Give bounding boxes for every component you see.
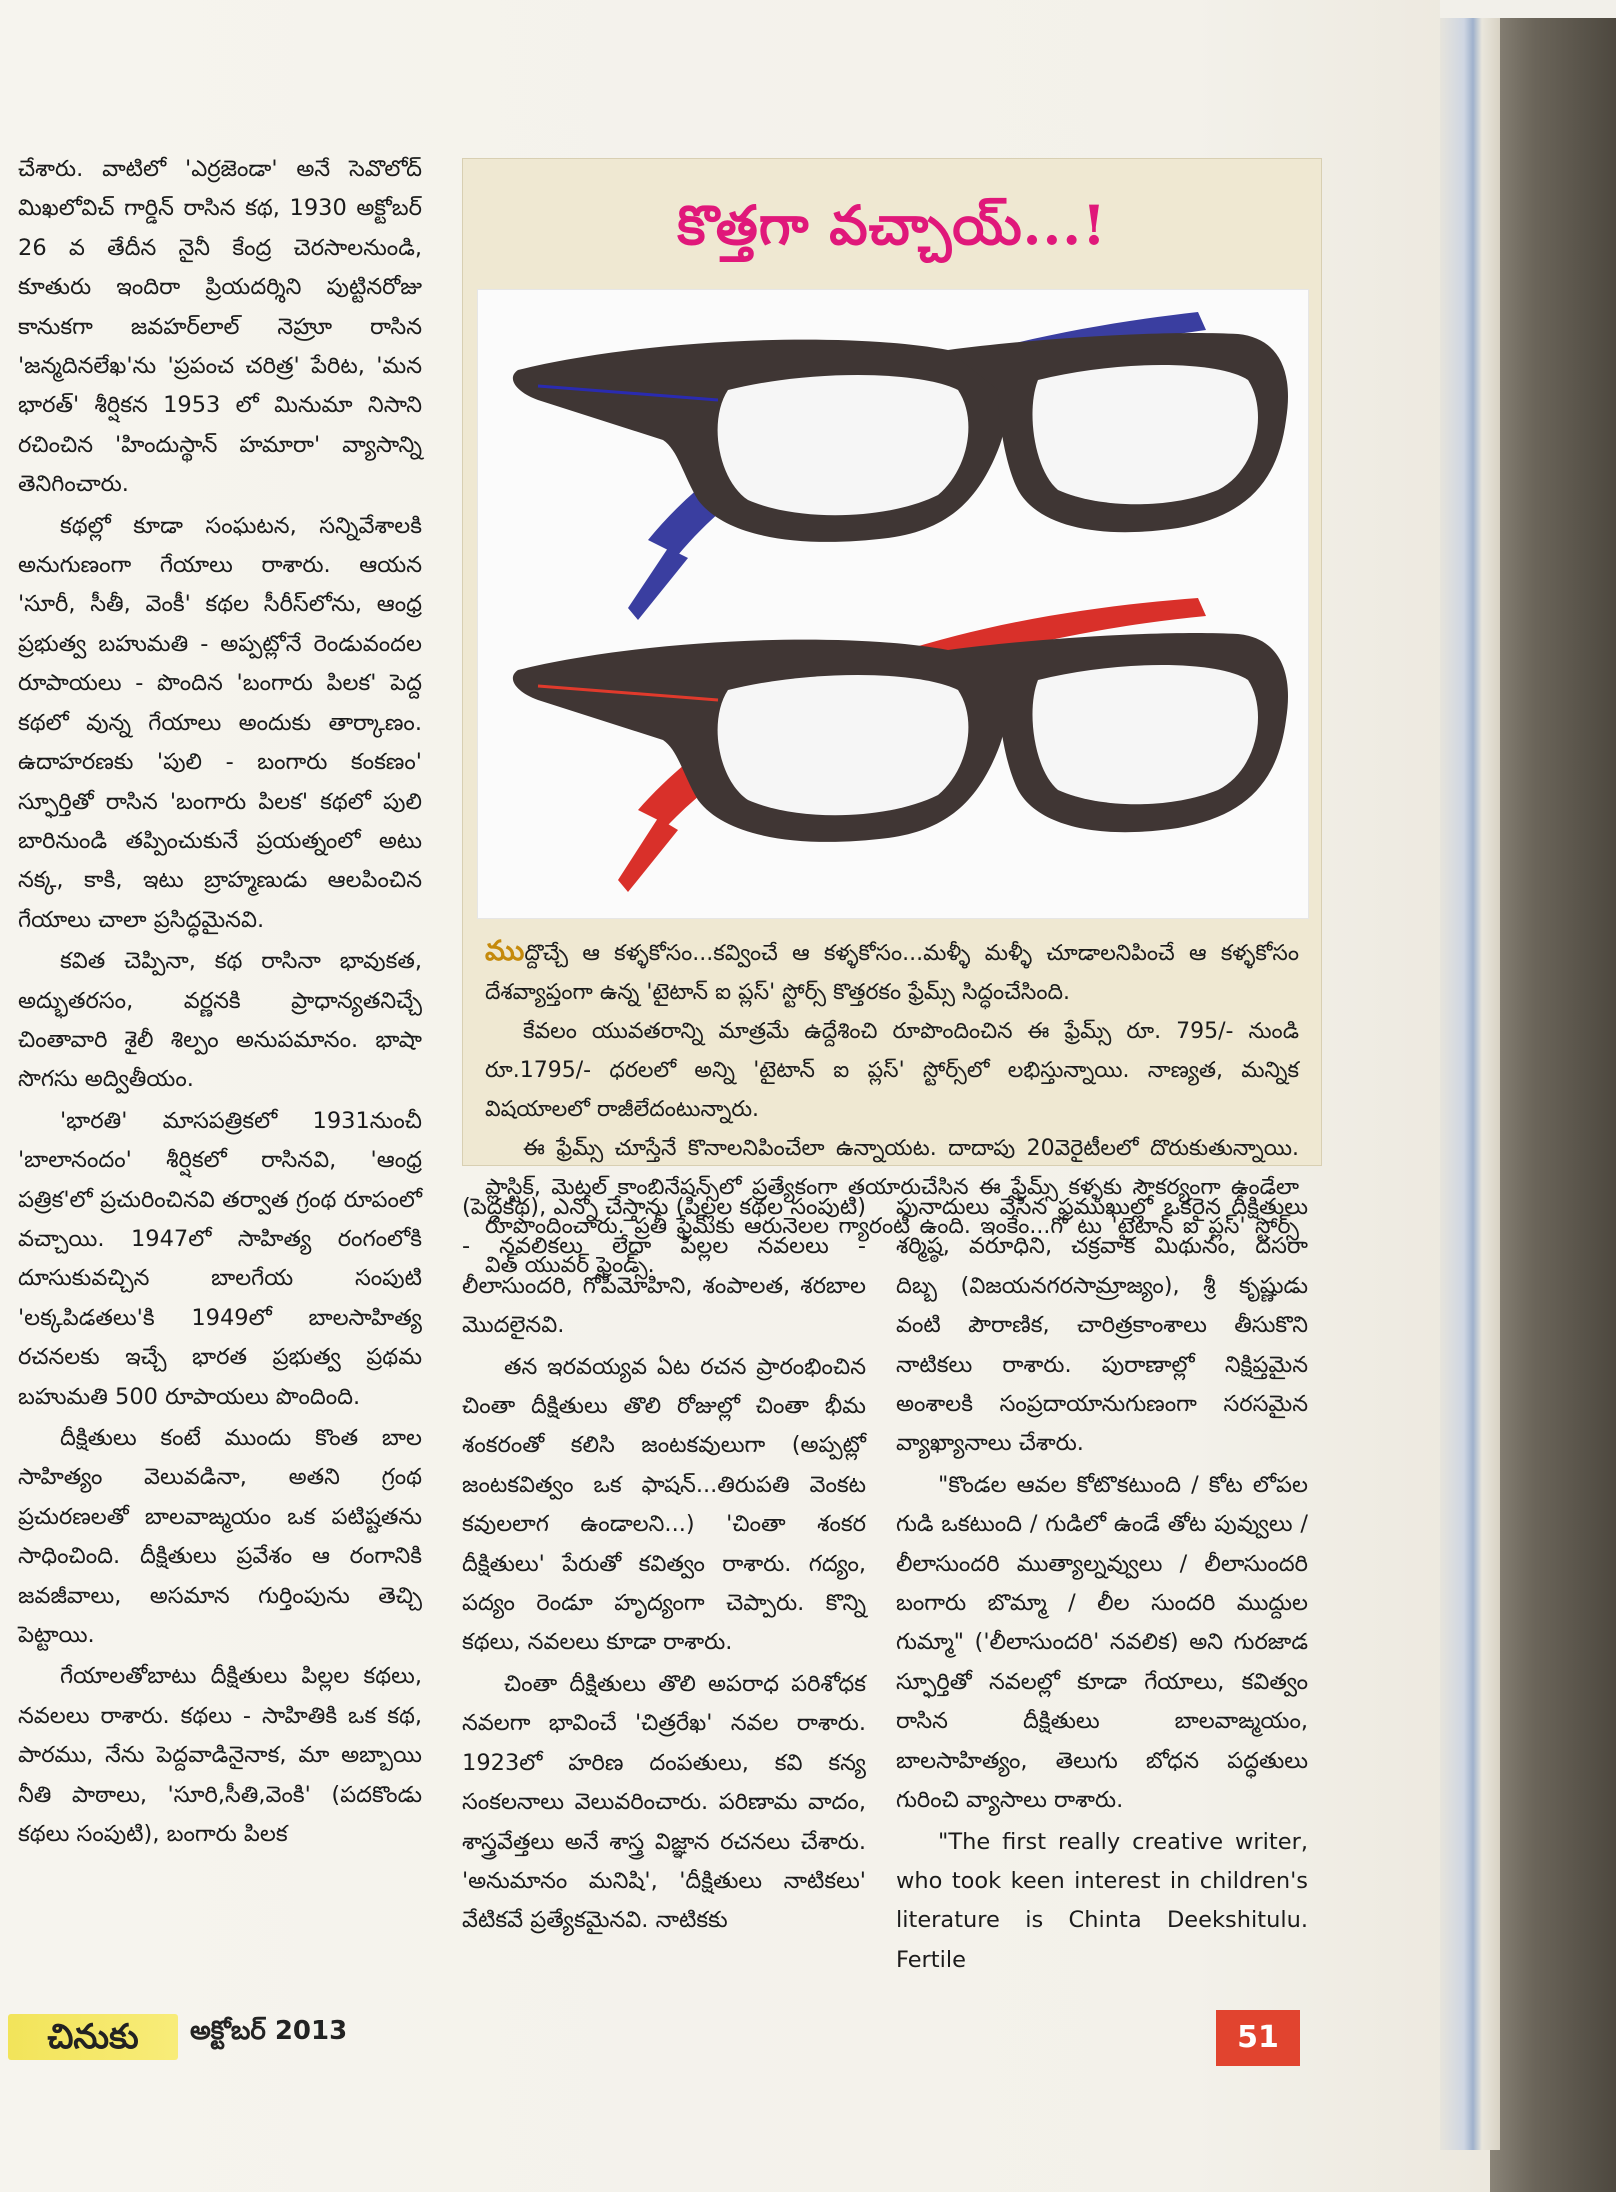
inset-paragraph-text: ద్దొచ్చే ఆ కళ్ళకోసం...కవ్వించే ఆ కళ్ళకోసం...మళ్ళీ మళ్ళీ చూడాలనిపించే ఆ కళ్ళకోసం దేశవ్యాప్తంగా ఉన్న 'టైటాన్ ఐ ప్లస్' స్టోర్స్ కొత్తరకం ఫ్రేమ్స్ సిద్ధంచేసింది. [485,941,1299,1005]
middle-paragraph: చింతా దీక్షితులు తొలి అపరాధ పరిశోధక నవలగా భావించే 'చిత్రరేఖ' నవల రాశారు. 1923లో హరిణ దంపతులు, కవి కన్య సంకలనాలు వెలువరించారు. పరిణామ వాదం, శాస్త్రవేత్తలు అనే శాస్త్ర విజ్ఞాన రచనలు చేశారు. 'అనుమానం మనిషి', 'దీక్షితులు నాటికలు' వేటికవే ప్రత్యేకమైనవి. నాటికకు [462,1670,866,1934]
right-paragraph: "కొండల ఆవల కోటొకటుంది / కోట లోపల గుడి ఒకటుంది / గుడిలో ఉండే తోట పువ్వులు / లీలాసుందరి ముత్యాల్నవ్వులు / లీలాసుందరి బంగారు బొమ్మా / లీల సుందరి ముద్దుల గుమ్మా" ('లీలాసుందరి' నవలిక) అని గురజాడ స్ఫూర్తితో నవలల్లో కూడా గేయాలు, కవిత్వం రాసిన దీక్షితులు బాలవాఙ్మయం, బాలసాహిత్యం, తెలుగు బోధన పద్ధతులు గురించి వ్యాసాలు రాశారు. [896,1471,1308,1814]
magazine-logo: చినుకు [8,2014,178,2060]
left-column [18,150,422,1856]
eyeglasses-photo [477,289,1309,919]
left-paragraph: కవిత చెప్పినా, కథ రాసినా భావుకత, అద్భుతరసం, వర్ణనకి ప్రాధాన్యతనిచ్చే చింతావారి శైలీ శిల్పం అనుపమానం. భాషా సొగసు అద్వితీయం. [18,948,422,1093]
page-fold-edge [1440,0,1500,2150]
glasses-blue-temple [513,312,1288,620]
eyeglasses-illustration [478,290,1308,918]
page-top-margin [1440,0,1616,18]
inset-paragraph: కేవలం యువతరాన్ని మాత్రమే ఉద్దేశించి రూపొందించిన ఈ ఫ్రేమ్స్ రూ. 795/- నుండి రూ.1795/- ధరలలో అన్ని 'టైటాన్ ఐ ప్లస్' స్టోర్స్‌లో లభిస్తున్నాయి. నాణ్యత, మన్నిక విషయాలలో రాజీలేదంటున్నారు. [485,1019,1299,1122]
left-paragraph: చేశారు. వాటిలో 'ఎర్రజెండా' అనే సెవొలోద్ మిఖలోవిచ్ గార్డిన్ రాసిన కథ, 1930 అక్టోబర్ 26 వ తేదీన నైనీ కేంద్ర చెరసాలనుండి, కూతురు ఇందిరా ప్రియదర్శిని పుట్టినరోజు కానుకగా జవహర్‌లాల్ నెహ్రూ రాసిన 'జన్మదినలేఖ'ను 'ప్రపంచ చరిత్ర' పేరిట, 'మన భారత్' శీర్షికన 1953 లో మినుమా నిసాని రచించిన 'హిందుస్థాన్ హమారా' వ్యాసాన్ని తెనిగించారు. [18,156,422,498]
right-column [896,1188,1308,1982]
inset-paragraph [485,931,1299,1012]
middle-column [462,1188,866,1943]
left-paragraph: గేయాలతోబాటు దీక్షితులు పిల్లల కథలు, నవలలు రాశారు. కథలు - సాహితికి ఒక కథ, పారము, నేను పెద్దవాడినైనాక, మా అబ్బాయి నీతి పాఠాలు, 'సూరి,సీతి,వెంకి' (పదకొండు కథలు సంపుటి), బంగారు పిలక [18,1663,422,1848]
issue-date: అక్టోబర్ 2013 [190,2016,348,2046]
glasses-red-temple [513,598,1288,892]
page-number: 51 [1216,2010,1300,2066]
left-paragraph: 'భారతి' మాసపత్రికలో 1931నుంచీ 'బాలానందం' శీర్షికలో రాసినవి, 'ఆంధ్ర పత్రిక'లో ప్రచురించినవి తర్వాత గ్రంథ రూపంలో వచ్చాయి. 1947లో సాహిత్య రంగంలోకి దూసుకువచ్చిన బాలగేయ సంపుటి 'లక్కపిడతలు'కి 1949లో బాలసాహిత్య రచనలకు ఇచ్చే భారత ప్రభుత్వ ప్రథమ బహుమతి 500 రూపాయలు పొందింది. [18,1107,422,1410]
left-paragraph: దీక్షితులు కంటే ముందు కొంత బాల సాహిత్యం వెలువడినా, అతని గ్రంథ ప్రచురణలతో బాలవాఙ్మయం ఒక పటిష్టతను సాధించింది. దీక్షితులు ప్రవేశం ఆ రంగానికి జవజీవాలు, అసమాన గుర్తింపును తెచ్చి పెట్టాయి. [18,1425,422,1649]
inset-paragraph: ఈ ఫ్రేమ్స్ చూస్తేనే కొనాలనిపించేలా ఉన్నాయట. దాదాపు 20వెరైటీలలో దొరుకుతున్నాయి. ప్లాస్టిక్, మెటల్ కాంబినేషన్స్‌లో ప్రత్యేకంగా తయారుచేసిన ఈ ఫ్రేమ్స్ కళ్ళకు సౌకర్యంగా ఉండేలా రూపొందించారు. ప్రతీ ఫ్రేమ్‌కు ఆరునెలల గ్యారంటీ ఉంది. ఇంకేం...గో టు 'టైటాన్ ఐ ప్లస్' స్టోర్స్ విత్ యువర్ ఫ్రెండ్స్. [485,1136,1299,1278]
inset-dropcap: ము [485,934,525,967]
right-paragraph: "The first really creative writer, who took keen interest in children's literature is Chinta Deekshitulu. Fertile [896,1828,1308,1973]
right-paragraph: పునాదులు వేసిన ప్రముఖుల్లో ఒకరైన దీక్షితులు శర్మిష్ఠ, వరూధిని, చక్రవాక మిథునం, దసరా దిబ్బ (విజయనగరసామ్రాజ్యం), శ్రీ కృష్ణుడు వంటి పౌరాణిక, చారిత్రకాంశాలు తీసుకొని నాటికలు రాశారు. పురాణాల్లో నిక్షిప్తమైన అంశాలకి సంప్రదాయానుగుణంగా సరసమైన వ్యాఖ్యానాలు చేశారు. [896,1194,1308,1457]
inset-title: కొత్తగా వచ్చాయ్...! [677,193,1107,257]
left-paragraph: కథల్లో కూడా సంఘటన, సన్నివేశాలకి అనుగుణంగా గేయాలు రాశారు. ఆయన 'సూరీ, సీతీ, వెంకీ' కథల సీరీస్‌లోను, ఆంధ్ర ప్రభుత్వ బహుమతి - అప్పట్లోనే రెండువందల రూపాయలు - పొందిన 'బంగారు పిలక' పెద్ద కథలో వున్న గేయాలు అందుకు తార్కాణం. ఉదాహరణకు 'పులి - బంగారు కంకణం' స్ఫూర్తితో రాసిన 'బంగారు పిలక' కథలో పులి బారినుండి తప్పించుకునే ప్రయత్నంలో అటు నక్క, కాకి, ఇటు బ్రాహ్మణుడు ఆలపించిన గేయాలు చాలా ప్రసిద్ధమైనవి. [18,512,422,933]
page-stack-edge [1490,10,1616,2192]
middle-paragraph: (పెద్దకథ), ఎన్నో చేస్తాను (పిల్లల కథల సంపుటి) - నవలికలు లేదా పిల్లల నవలలు - లీలాసుందరి, గోపీమోహిని, శంపాలత, శరబాల మొదలైనవి. [462,1194,866,1339]
middle-paragraph: తన ఇరవయ్యవ ఏట రచన ప్రారంభించిన చింతా దీక్షితులు తొలి రోజుల్లో చింతా భీమ శంకరంతో కలిసి జంటకవులుగా (అప్పట్లో జంటకవిత్వం ఒక ఫాషన్...తిరుపతి వెంకట కవులలాగ ఉండాలని...) 'చింతా శంకర దీక్షితులు' పేరుతో కవిత్వం రాశారు. గద్యం, పద్యం రెండూ హృద్యంగా చెప్పారు. కొన్ని కథలు, నవలలు కూడా రాశారు. [462,1353,866,1656]
